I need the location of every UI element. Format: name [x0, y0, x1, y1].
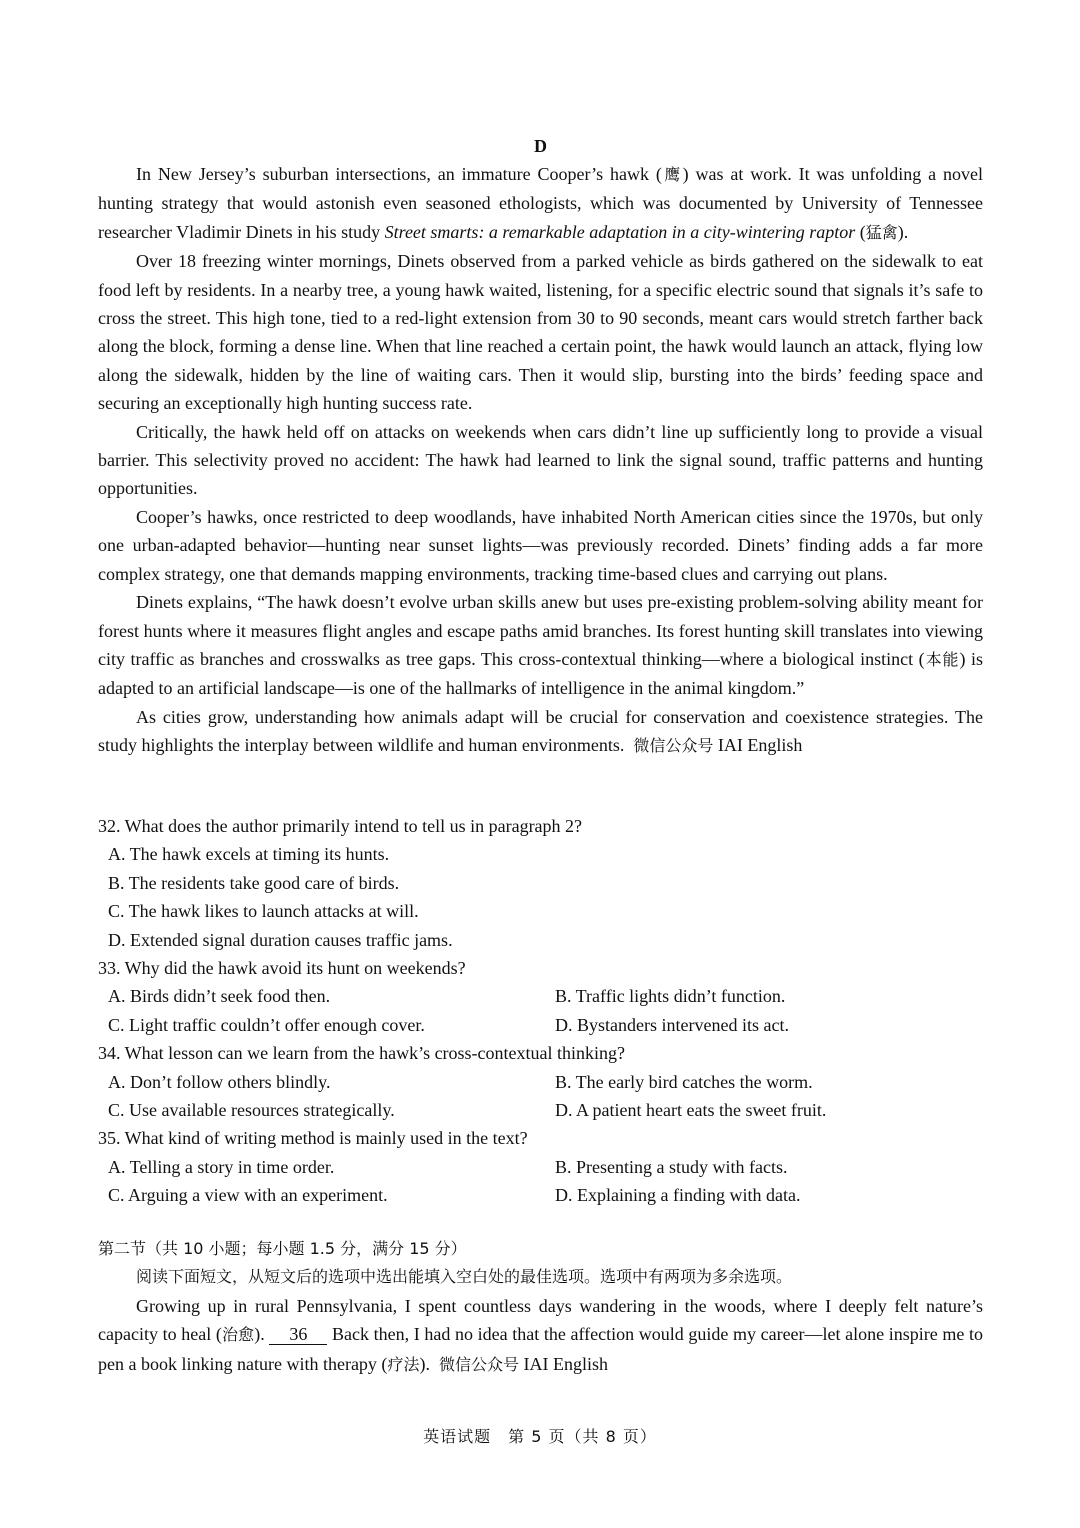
page-footer: 英语试题 第 5 页（共 8 页） — [423, 1427, 657, 1446]
option-row — [98, 1181, 983, 1209]
question-option: D. Extended signal duration causes traffic jams. — [108, 929, 453, 950]
paragraph-3: Critically, the hawk held off on attacks on weekends when cars didn’t line up sufficiently long to provide a visual barrier. This selectivity proved no accident: The hawk had learned to link the signal sound, traffic patterns and hunting opportunities. — [98, 421, 983, 499]
question-option: B. The residents take good care of birds. — [108, 872, 400, 893]
passage-letter: D — [534, 136, 547, 156]
question-option: C. Light traffic couldn’t offer enough cover. — [108, 1014, 425, 1035]
paragraph-1: In New Jersey’s suburban intersections, an immature Cooper’s hawk (鹰) was at work. It was unfolding a novel hunting strategy that would astonish even seasoned ethologists, which was documented by University of Tennessee researcher Vladimir Dinets in his study Street smarts: a remarkable adaptation in a city-wintering raptor (猛禽). — [98, 164, 984, 242]
question-option: A. Birds didn’t seek food then. — [108, 986, 331, 1007]
question-stem: 35. What kind of writing method is mainly used in the text? — [98, 1128, 528, 1149]
question-stem: 34. What lesson can we learn from the hawk’s cross-contextual thinking? — [98, 1043, 626, 1064]
option-row — [98, 1153, 983, 1181]
question-option: C. Arguing a view with an experiment. — [108, 1185, 388, 1206]
section-two — [98, 1235, 983, 1379]
question-option: C. Use available resources strategically. — [108, 1100, 395, 1121]
paragraph-4: Cooper’s hawks, once restricted to deep woodlands, have inhabited North American cities since the 1970s, but only one urban-adapted behavior—hunting near sunset lights—was previously recorded. Dinets’ finding adds a far more complex strategy, one that demands mapping environments, tracking time-based clues and carrying out plans. — [98, 506, 983, 584]
question-option: A. Telling a story in time order. — [108, 1156, 335, 1177]
question-option: D. Explaining a finding with data. — [555, 1185, 801, 1206]
reading-passage — [98, 160, 983, 761]
option-row — [98, 982, 983, 1010]
question-stem: 33. Why did the hawk avoid its hunt on weekends? — [98, 958, 466, 979]
question-option: D. A patient heart eats the sweet fruit. — [555, 1100, 827, 1121]
blank-36[interactable]: 36 — [269, 1324, 327, 1345]
question-list — [98, 812, 983, 1210]
paragraph-6: As cities grow, understanding how animals adapt will be crucial for conservation and coexistence strategies. The study highlights the interplay between wildlife and human environments. 微信公众号 IAI English — [98, 706, 983, 756]
option-row — [98, 1011, 983, 1039]
question-stem: 32. What does the author primarily intend to tell us in paragraph 2? — [98, 816, 583, 836]
question-option: C. The hawk likes to launch attacks at will. — [108, 901, 419, 922]
paragraph-5: Dinets explains, “The hawk doesn’t evolve urban skills anew but uses pre-existing problem-solving ability meant for forest hunts where it measures flight angles and escape paths amid branches. Its forest hunting skill translates into viewing city traffic as branches and crosswalks as tree gaps. This cross-contextual thinking—where a biological instinct (本能) is adapted to an artificial landscape—is one of the hallmarks of intelligence in the animal kingdom.” — [98, 592, 983, 699]
study-title: Street smarts: a remarkable adaptation in a city-wintering raptor — [384, 221, 856, 242]
section-two-text: Growing up in rural Pennsylvania, I spent countless days wandering in the woods, where I deeply felt nature’s capacity to heal (治愈). 36 Back then, I had no idea that the affection would guide my career—let alone inspire me to pen a book linking nature with therapy (疗法). 微信公众号 IAI English — [98, 1295, 984, 1374]
question-option: B. Traffic lights didn’t function. — [555, 986, 786, 1007]
question-option: B. Presenting a study with facts. — [555, 1156, 788, 1177]
question-option: A. Don’t follow others blindly. — [108, 1071, 331, 1092]
question-option: B. The early bird catches the worm. — [555, 1071, 813, 1092]
paragraph-2: Over 18 freezing winter mornings, Dinets observed from a parked vehicle as birds gathered on the sidewalk to eat food left by residents. In a nearby tree, a young hawk waited, listening, for a specific electric sound that signals it’s safe to cross the street. This high tone, tied to a red-light extension from 30 to 90 seconds, meant cars would stretch farther back along the block, forming a dense line. When that line reached a certain point, the hawk would launch an attack, flying low along the sidewalk, hidden by the line of waiting cars. Then it would slip, bursting into the birds’ feeding space and securing an exceptionally high hunting success rate. — [98, 251, 983, 414]
watermark: 微信公众号 — [633, 736, 714, 756]
question-option: D. Bystanders intervened its act. — [555, 1014, 789, 1035]
option-row — [98, 1096, 983, 1124]
section-two-instruction: 阅读下面短文，从短文后的选项中选出能填入空白处的最佳选项。选项中有两项为多余选项。 — [136, 1267, 793, 1287]
section-two-heading: 第二节（共 10 小题；每小题 1.5 分，满分 15 分） — [98, 1239, 467, 1258]
option-row — [98, 1068, 983, 1096]
question-option: A. The hawk excels at timing its hunts. — [108, 844, 390, 865]
watermark: 微信公众号 — [438, 1354, 519, 1374]
